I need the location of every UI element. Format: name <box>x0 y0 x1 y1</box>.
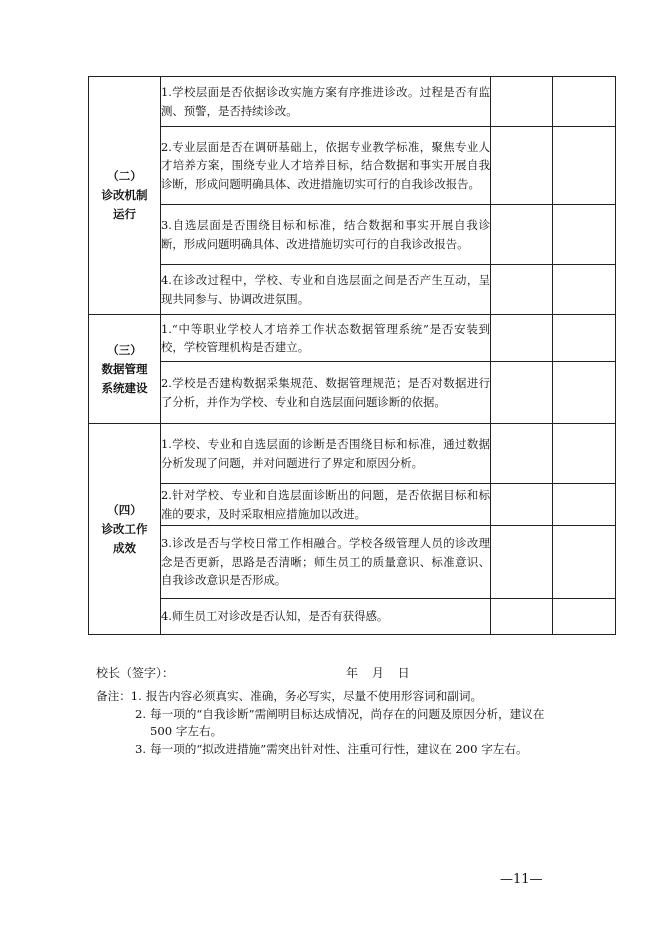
note-number: 1. <box>130 689 142 703</box>
signature-date: 年 月 日 <box>346 666 410 680</box>
table-row <box>89 599 616 635</box>
self-diagnosis-cell <box>491 315 553 362</box>
criterion-text: 1.学校、专业和自选层面的诊断是否围绕目标和标准，通过数据分析发现了问题，并对问题进行了界定和原因分析。 <box>161 424 491 484</box>
note-item <box>96 741 564 759</box>
note-head-label: 备注： <box>96 689 131 703</box>
note-heading <box>96 688 142 706</box>
section-number: （二） <box>107 169 142 183</box>
note-text: 每一项的“自我诊断”需阐明目标达成情况，尚存在的问题及原因分析，建议在 500 字左右。 <box>150 706 545 738</box>
improvement-cell <box>553 265 616 315</box>
improvement-cell <box>553 484 616 526</box>
criterion-text: 2.专业层面是否在调研基础上，依据专业教学标准，聚焦专业人才培养方案，围绕专业人才培养目标，结合数据和事实开展自我诊断，形成问题明确具体、改进措施切实可行的自我诊改报告。 <box>161 127 491 205</box>
criterion-text: 4.师生员工对诊改是否认知，是否有获得感。 <box>161 599 491 635</box>
table-row <box>89 424 616 484</box>
improvement-cell <box>553 315 616 362</box>
improvement-cell <box>553 362 616 424</box>
table-row <box>89 526 616 599</box>
criterion-text: 4.在诊改过程中，学校、专业和自选层面之间是否产生互动，呈现共同参与、协调改进氛围。 <box>161 265 491 315</box>
self-diagnosis-cell <box>491 599 553 635</box>
self-diagnosis-cell <box>491 265 553 315</box>
criterion-text: 3.自选层面是否围绕目标和标准，结合数据和事实开展自我诊断，形成问题明确具体、改进措施切实可行的自我诊改报告。 <box>161 205 491 265</box>
notes-block <box>96 688 564 758</box>
table-row <box>89 127 616 205</box>
criterion-text: 2.针对学校、专业和自选层面诊断出的问题，是否依据目标和标准的要求，及时采取相应措施加以改进。 <box>161 484 491 526</box>
section-heading <box>89 77 161 315</box>
note-item <box>96 706 564 741</box>
improvement-cell <box>553 205 616 265</box>
self-diagnosis-cell <box>491 424 553 484</box>
self-diagnosis-cell <box>491 484 553 526</box>
evaluation-table <box>88 76 616 635</box>
section-number: （三） <box>107 342 142 357</box>
criterion-text: 1.“中等职业学校人才培养工作状态数据管理系统”是否安装到校，学校管理机构是否建立。 <box>161 315 491 362</box>
note-number: 2. <box>134 706 146 721</box>
criterion-text: 1.学校层面是否依据诊改实施方案有序推进诊改。过程是否有监测、预警，是否持续诊改。 <box>161 77 491 127</box>
section-title: 诊改工作成效 <box>101 521 148 555</box>
section-number: （四） <box>107 502 142 517</box>
table-row <box>89 362 616 424</box>
improvement-cell <box>553 77 616 127</box>
criterion-text: 2.学校是否建构数据采集规范、数据管理规范；是否对数据进行了分析，并作为学校、专业和自选层面问题诊断的依据。 <box>161 362 491 424</box>
table-row <box>89 484 616 526</box>
improvement-cell <box>553 599 616 635</box>
note-text: 每一项的“拟改进措施”需突出针对性、注重可行性，建议在 200 字左右。 <box>150 741 528 756</box>
section-heading <box>89 424 161 635</box>
self-diagnosis-cell <box>491 362 553 424</box>
note-item <box>96 688 564 706</box>
table-row <box>89 205 616 265</box>
table-row <box>89 315 616 362</box>
page-number: —11— <box>500 872 543 887</box>
improvement-cell <box>553 127 616 205</box>
self-diagnosis-cell <box>491 127 553 205</box>
self-diagnosis-cell <box>491 205 553 265</box>
section-title: 诊改机制运行 <box>101 188 148 221</box>
improvement-cell <box>553 424 616 484</box>
self-diagnosis-cell <box>491 77 553 127</box>
table-row <box>89 265 616 315</box>
improvement-cell <box>553 526 616 599</box>
note-number: 3. <box>134 741 146 756</box>
section-title: 数据管理系统建设 <box>101 361 148 395</box>
criterion-text: 3.诊改是否与学校日常工作相融合。学校各级管理人员的诊改理念是否更新，思路是否清晰；师生员工的质量意识、标准意识、自我诊改意识是否形成。 <box>161 526 491 599</box>
self-diagnosis-cell <box>491 526 553 599</box>
section-heading <box>89 315 161 424</box>
principal-signature-label: 校长（签字）： <box>96 666 175 680</box>
table-row <box>89 77 616 127</box>
note-text: 报告内容必须真实、准确，务必写实，尽量不使用形容词和副词。 <box>145 689 483 703</box>
